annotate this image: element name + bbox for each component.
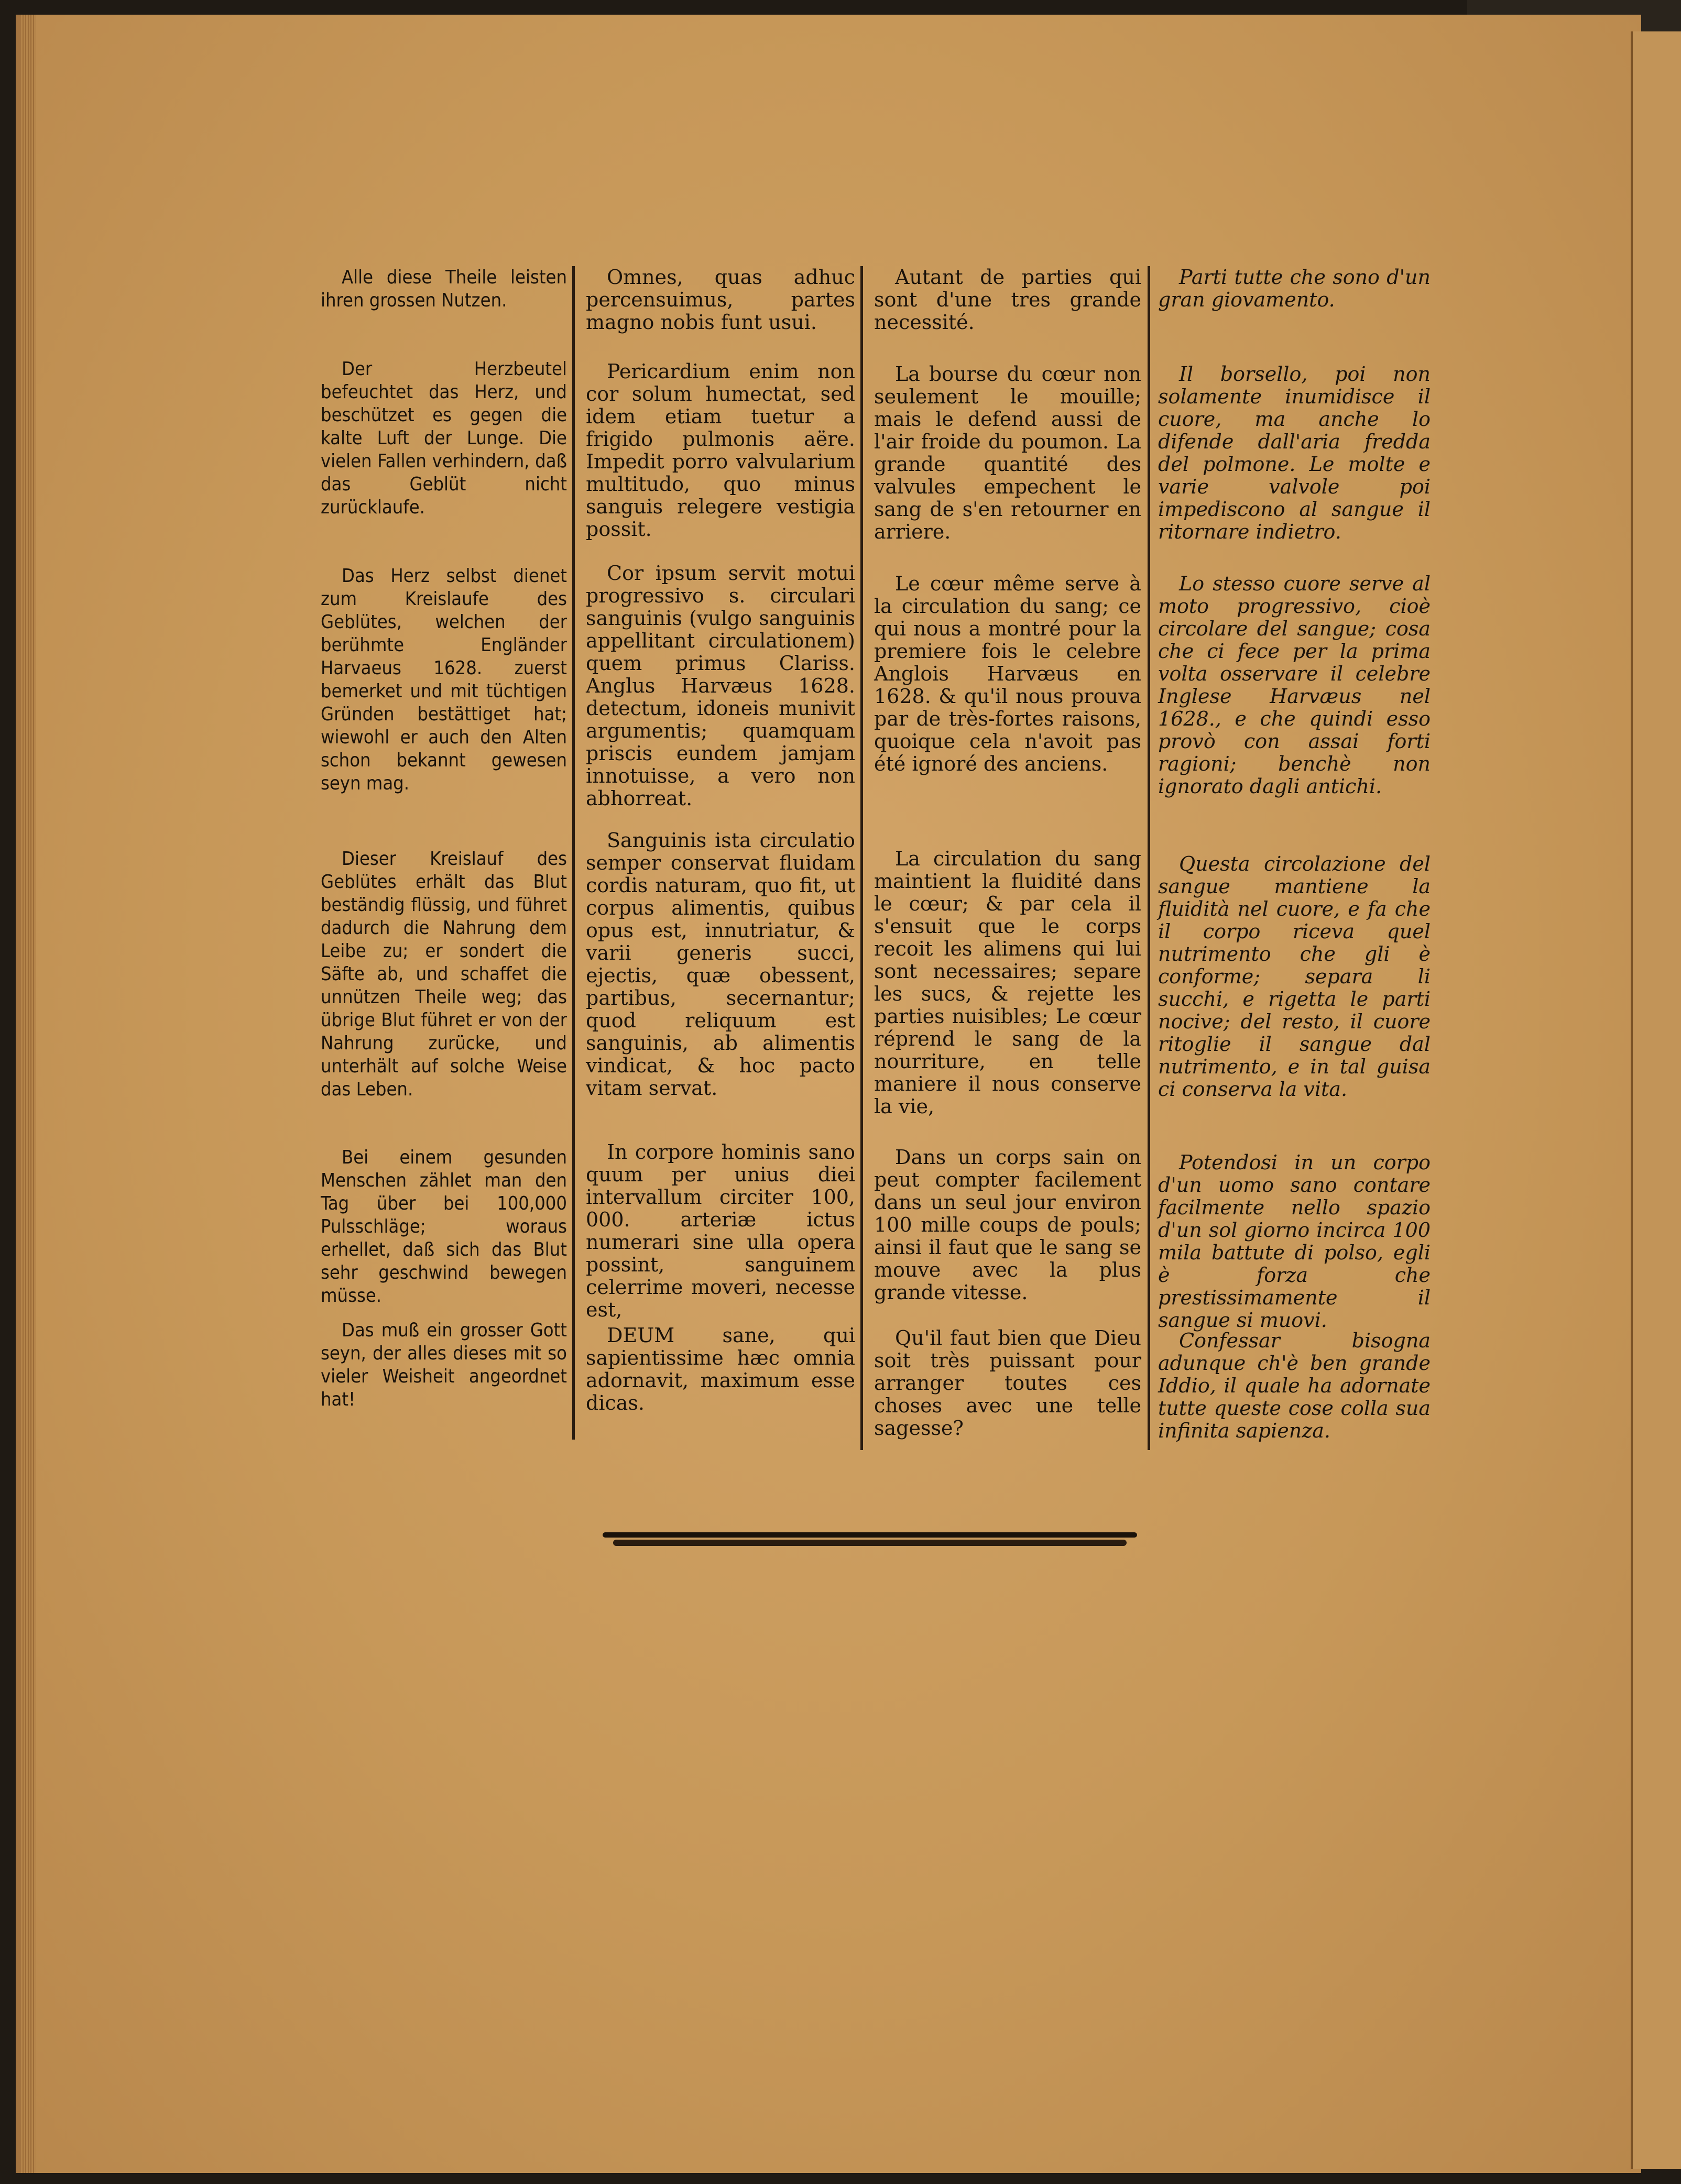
- latin-paragraph-5: In corpore hominis sano quum per unius diei intervallum circiter 100, 000. arteriæ ictus numerari sine ulla opera possint, sanguinem celerrime moveri, necesse est,: [586, 1140, 855, 1321]
- german-paragraph-5: Bei einem gesunden Menschen zählet man den Tag über bei 100,000 Pulsschläge; woraus erhellet, daß sich das Blut sehr geschwind bewegen müsse.: [321, 1147, 567, 1307]
- column-rule-1: [572, 266, 575, 1440]
- italian-paragraph-6: Confessar bisogna adunque ch'è ben grande Iddio, il quale ha adornate tutte queste cose colla sua infinita sapienza.: [1158, 1329, 1431, 1442]
- latin-paragraph-1: Omnes, quas adhuc percensuimus, partes magno nobis funt usui.: [586, 266, 855, 334]
- latin-paragraph-2: Pericardium enim non cor solum humectat, sed idem etiam tuetur a frigido pulmonis aëre. Impedit porro valvularium multitudo, quo minus sanguis relegere vestigia possit.: [586, 360, 855, 541]
- italian-paragraph-5: Potendosi in un corpo d'un uomo sano contare facilmente nello spazio d'un sol giorno incirca 100 mila battute di polso, egli è forza che prestissimamente il sangue si muovi.: [1158, 1151, 1431, 1332]
- closing-ornament-rule: [603, 1532, 1137, 1548]
- german-paragraph-4: Dieser Kreislauf des Geblütes erhält das Blut beständig flüssig, und führet dadurch die Nahrung dem Leibe zu; er sondert die Säfte ab, und schaffet die unnützen Theile weg; das übrige Blut führet er von der Nahrung zurücke, und unterhält auf solche Weise das Leben.: [321, 848, 567, 1100]
- italian-paragraph-4: Questa circolazione del sangue mantiene la fluidità nel cuore, e fa che il corpo riceva quel nutrimento che gli è conforme; separa li succhi, e rigetta le parti nocive; del resto, il cuore ritoglie il sangue dal nutrimento, e in tal guisa ci conserva la vita.: [1158, 852, 1431, 1101]
- french-paragraph-5: Dans un corps sain on peut compter facilement dans un seul jour environ 100 mille coups de pouls; ainsi il faut que le sang se mouve avec la plus grande vitesse.: [874, 1146, 1141, 1304]
- page-edge: [21, 15, 36, 2173]
- next-page-edge: [1631, 31, 1681, 2169]
- column-rule-3: [1148, 266, 1150, 1450]
- french-paragraph-3: Le cœur même serve à la circulation du sang; ce qui nous a montré pour la premiere fois le celebre Anglois Harvæus en 1628. & qu'il nous prouva par de très-fortes raisons, quoique cela n'avoit pas été ignoré des anciens.: [874, 572, 1141, 775]
- italian-paragraph-1: Parti tutte che sono d'un gran giovamento.: [1158, 266, 1431, 311]
- ornament-bar-top: [603, 1532, 1137, 1538]
- column-rule-2: [860, 266, 863, 1450]
- french-paragraph-4: La circulation du sang maintient la fluidité dans le cœur; & par cela il s'ensuit que le corps recoit les alimens qui lui sont necessaires; separe les sucs, & rejette les parties nuisibles; Le cœur réprend le sang de la nourriture, en telle maniere il nous conserve la vie,: [874, 847, 1141, 1118]
- german-paragraph-1: Alle diese Theile leisten ihren grossen Nutzen.: [321, 267, 567, 311]
- latin-paragraph-3: Cor ipsum servit motui progressivo s. circulari sanguinis (vulgo sanguinis appellitant circulationem) quem primus Clariss. Anglus Harvæus 1628. detectum, idoneis munivit argumentis; quamquam priscis eundem jamjam innotuisse, a vero non abhorreat.: [586, 562, 855, 810]
- italian-paragraph-2: Il borsello, poi non solamente inumidisce il cuore, ma anche lo difende dall'aria fredda del polmone. Le molte e varie valvole poi impediscono al sangue il ritornare indietro.: [1158, 363, 1431, 543]
- german-paragraph-6: Das muß ein grosser Gott seyn, der alles dieses mit so vieler Weisheit angeordnet hat!: [321, 1320, 567, 1410]
- german-paragraph-3: Das Herz selbst dienet zum Kreislaufe des Geblütes, welchen der berühmte Engländer Harvaeus 1628. zuerst bemerket und mit tüchtigen Gründen bestättiget hat; wiewohl er auch den Alten schon bekannt gewesen seyn mag.: [321, 565, 567, 794]
- latin-paragraph-6: DEUM sane, qui sapientissime hæc omnia adornavit, maximum esse dicas.: [586, 1324, 855, 1414]
- french-paragraph-2: La bourse du cœur non seulement le mouille; mais le defend aussi de l'air froide du poumon. La grande quantité des valvules empechent le sang de s'en retourner en arriere.: [874, 363, 1141, 543]
- french-paragraph-6: Qu'il faut bien que Dieu soit très puissant pour arranger toutes ces choses avec une telle sagesse?: [874, 1326, 1141, 1440]
- ornament-bar-bottom: [613, 1540, 1127, 1546]
- italian-paragraph-3: Lo stesso cuore serve al moto progressivo, cioè circolare del sangue; cosa che ci fece per la prima volta osservare il celebre Inglese Harvæus nel 1628., e che quindi esso provò con assai forti ragioni; benchè non ignorato dagli antichi.: [1158, 572, 1431, 798]
- german-paragraph-2: Der Herzbeutel befeuchtet das Herz, und beschützet es gegen die kalte Luft der Lunge. Die vielen Fallen verhindern, daß das Geblüt nicht zurücklaufe.: [321, 358, 567, 518]
- latin-paragraph-4: Sanguinis ista circulatio semper conservat fluidam cordis naturam, quo fit, ut corpus alimentis, quibus opus est, innutriatur, & varii generis succi, ejectis, quæ obessent, partibus, secernantur; quod reliquum est sanguinis, ab alimentis vindicat, & hoc pacto vitam servat.: [586, 829, 855, 1100]
- french-paragraph-1: Autant de parties qui sont d'une tres grande necessité.: [874, 266, 1141, 334]
